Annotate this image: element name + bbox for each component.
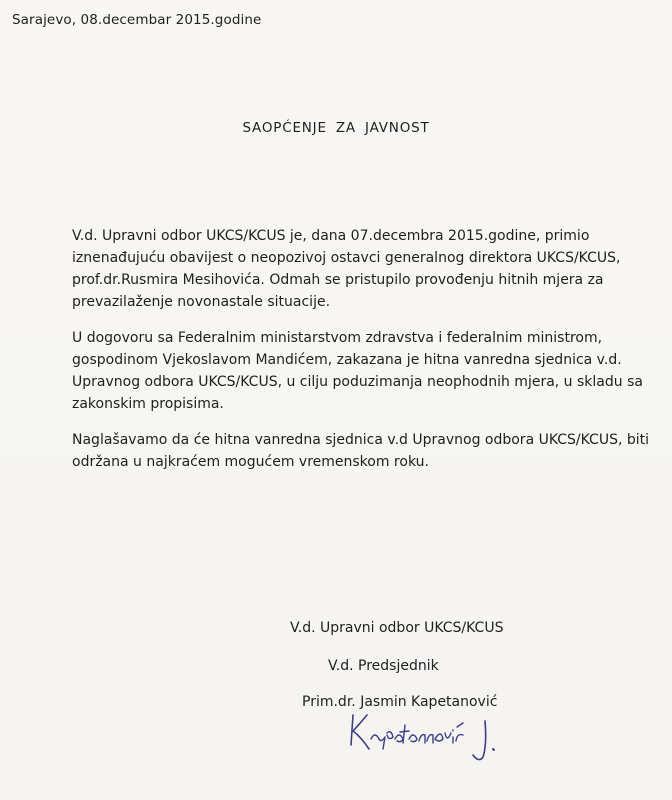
paragraph-1 bbox=[72, 225, 632, 313]
paragraph-line: zakonskim propisima. bbox=[72, 396, 224, 412]
signature-name: Prim.dr. Jasmin Kapetanović bbox=[302, 694, 498, 710]
dateline: Sarajevo, 08.decembar 2015.godine bbox=[12, 12, 262, 28]
document-title: SAOPĆENJE ZA JAVNOST bbox=[242, 120, 430, 136]
paragraph-line: gospodinom Vjekoslavom Mandićem, zakazana je hitna vanredna sjednica v.d. bbox=[72, 352, 622, 368]
paragraph-line: Upravnog odbora UKCS/KCUS, u cilju poduzimanja neophodnih mjera, u skladu sa bbox=[72, 374, 643, 390]
paragraph-line: prof.dr.Rusmira Mesihovića. Odmah se pristupilo provođenju hitnih mjera za bbox=[72, 272, 604, 288]
paragraph-line: prevazilaženje novonastale situacije. bbox=[72, 294, 331, 310]
signature-role: V.d. Predsjednik bbox=[328, 658, 439, 674]
document-body bbox=[72, 225, 650, 487]
paragraph-line: Naglašavamo da će hitna vanredna sjednica v.d Upravnog odbora UKCS/KCUS, biti bbox=[72, 432, 650, 448]
paragraph-line: održana u najkraćem mogućem vremenskom roku. bbox=[72, 454, 429, 470]
paragraph-2 bbox=[72, 327, 643, 415]
handwritten-signature-icon bbox=[345, 705, 515, 775]
paragraph-3 bbox=[72, 429, 650, 473]
signature-organization: V.d. Upravni odbor UKCS/KCUS bbox=[290, 620, 504, 636]
paragraph-line: V.d. Upravni odbor UKCS/KCUS je, dana 07.decembra 2015.godine, primio bbox=[72, 228, 590, 244]
paragraph-line: U dogovoru sa Federalnim ministarstvom zdravstva i federalnim ministrom, bbox=[72, 330, 603, 346]
paragraph-line: iznenađujuću obavijest o neopozivoj ostavci generalnog direktora UKCS/KCUS, bbox=[72, 250, 621, 266]
